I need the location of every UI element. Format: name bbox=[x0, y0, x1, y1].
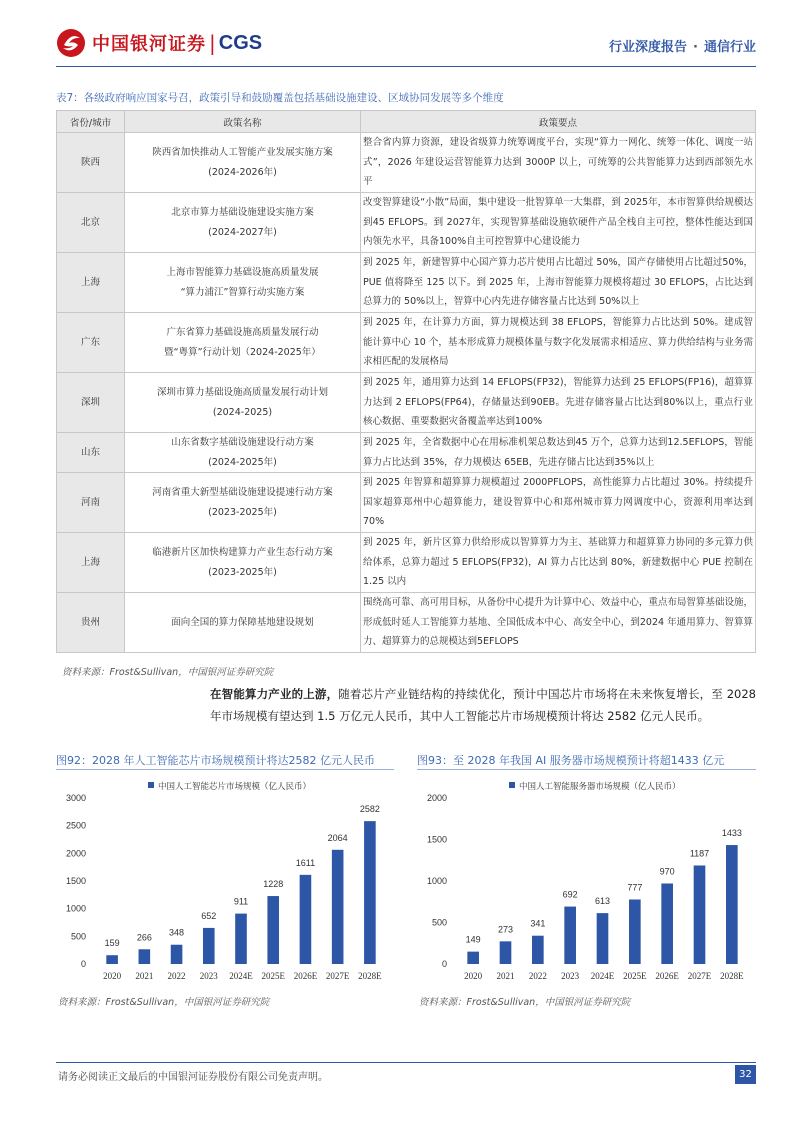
policy-name-line: (2023-2025年) bbox=[208, 566, 277, 578]
data-label: 1187 bbox=[689, 848, 710, 859]
industry-name: 通信行业 bbox=[703, 40, 756, 55]
bar bbox=[726, 845, 738, 964]
cell-province: 山东 bbox=[57, 433, 125, 473]
table-row bbox=[57, 473, 756, 533]
cell-policy-name bbox=[125, 133, 361, 193]
column-header-policy-points: 政策要点 bbox=[361, 111, 756, 133]
cell-policy-name bbox=[125, 253, 361, 313]
x-tick-label: 2023 bbox=[199, 971, 218, 981]
cell-policy-name bbox=[125, 473, 361, 533]
data-label: 692 bbox=[562, 889, 578, 900]
table-header-row bbox=[57, 111, 756, 133]
policy-name-line: 暨“粤算”行动计划（2024-2025年） bbox=[164, 346, 321, 358]
legend-label: 中国人工智能芯片市场规模（亿人民币） bbox=[158, 782, 312, 792]
bar bbox=[694, 865, 706, 964]
cell-policy-points: 到 2025 年，新建智算中心国产算力芯片使用占比超过 50%，国产存储使用占比超过50%，PUE 值将降至 125 以下。到 2025 年，上海市智能算力规模将超过 30 EFLOPS，占比达到总算力的 50%以上，智算中心内先进存储容量占比达到 50%以上 bbox=[361, 253, 756, 313]
cell-province: 深圳 bbox=[57, 373, 125, 433]
cell-policy-name bbox=[125, 313, 361, 373]
cell-policy-points: 到 2025 年，全省数据中心在用标准机架总数达到45 万个，总算力达到12.5EFLOPS，智能算力占比达到 35%，存力规模达 65EB，先进存储占比达到35%以上 bbox=[361, 433, 756, 473]
table-row bbox=[57, 133, 756, 193]
body-paragraph bbox=[210, 683, 756, 727]
table-row bbox=[57, 313, 756, 373]
bar bbox=[364, 821, 376, 964]
x-tick-label: 2025E bbox=[261, 971, 285, 981]
bar bbox=[332, 850, 344, 964]
bar bbox=[629, 900, 641, 964]
bar bbox=[564, 907, 576, 964]
legend-label: 中国人工智能服务器市场规模（亿人民币） bbox=[519, 782, 681, 792]
column-header-policy-name: 政策名称 bbox=[125, 111, 361, 133]
logo-chinese-name: 中国银河证券 bbox=[92, 34, 206, 55]
policy-name-line: 深圳市算力基础设施高质量发展行动计划 bbox=[156, 387, 328, 398]
cell-policy-points: 到 2025 年，通用算力达到 14 EFLOPS(FP32)，智能算力达到 25 EFLOPS(FP16)，超算算力达到 2 EFLOPS(FP64)，存储量达到90EB。先进存储容量占比达到80%以上，重点行业核心数据、重要数据灾备覆盖率达到100% bbox=[361, 373, 756, 433]
table-source: 资料来源：Frost&Sullivan，中国银河证券研究院 bbox=[62, 667, 274, 678]
data-label: 777 bbox=[627, 882, 643, 893]
x-tick-label: 2026E bbox=[655, 971, 679, 981]
cell-province: 贵州 bbox=[57, 593, 125, 653]
y-tick-label: 3000 bbox=[65, 793, 86, 803]
y-tick-label: 1000 bbox=[426, 876, 447, 886]
y-tick-label: 500 bbox=[70, 931, 86, 942]
bar bbox=[235, 914, 247, 964]
data-label: 652 bbox=[201, 910, 217, 921]
ai-server-market-chart bbox=[417, 772, 756, 990]
cell-province: 河南 bbox=[57, 473, 125, 533]
footer-disclaimer: 请务必阅读正文最后的中国银河证券股份有限公司免责声明。 bbox=[58, 1072, 328, 1083]
bar bbox=[267, 896, 279, 964]
policy-name-line: 面向全国的算力保障基地建设规划 bbox=[171, 616, 314, 628]
footer-divider bbox=[56, 1062, 756, 1063]
bar bbox=[661, 883, 673, 964]
x-tick-label: 2026E bbox=[293, 971, 318, 981]
x-tick-label: 2027E bbox=[325, 971, 350, 981]
y-tick-label: 0 bbox=[80, 959, 86, 969]
cgs-logo-icon bbox=[56, 28, 86, 58]
y-tick-label: 500 bbox=[431, 917, 447, 928]
policy-table bbox=[56, 110, 756, 653]
table-caption: 表7：各级政府响应国家号召，政策引导和鼓励覆盖包括基础设施建设、区域协同发展等多个维度 bbox=[56, 92, 504, 104]
policy-name-line: (2024-2025) bbox=[212, 406, 273, 418]
y-tick-label: 0 bbox=[441, 959, 447, 969]
cell-province: 广东 bbox=[57, 313, 125, 373]
x-tick-label: 2021 bbox=[135, 971, 154, 981]
cell-policy-name bbox=[125, 433, 361, 473]
data-label: 159 bbox=[104, 938, 120, 949]
table-row bbox=[57, 193, 756, 253]
bar bbox=[597, 913, 609, 964]
y-tick-label: 2000 bbox=[65, 848, 86, 859]
table-row bbox=[57, 253, 756, 313]
x-tick-label: 2027E bbox=[687, 971, 712, 981]
page-number: 32 bbox=[735, 1065, 756, 1084]
data-label: 970 bbox=[659, 866, 675, 877]
cell-policy-points: 到 2025 年，新片区算力供给形成以智算算力为主、基础算力和超算算力协同的多元算力供给体系，总算力超过 5 EFLOPS(FP32)，AI 算力占比达到 80%，新建数据中心 PUE 控制在 1.25 以内 bbox=[361, 533, 756, 593]
table-row bbox=[57, 373, 756, 433]
cell-policy-points: 到 2025 年，在计算力方面，算力规模达到 38 EFLOPS，智能算力占比达到 50%。建成智能计算中心 10 个，基本形成算力规模体量与数字化发展需求相适应、算力供给结构与业务需求相匹配的发展格局 bbox=[361, 313, 756, 373]
figure-93-source: 资料来源：Frost&Sullivan，中国银河证券研究院 bbox=[419, 997, 631, 1008]
data-label: 1433 bbox=[721, 828, 742, 839]
x-tick-label: 2020 bbox=[464, 971, 483, 981]
cell-policy-name bbox=[125, 533, 361, 593]
header-divider bbox=[56, 66, 756, 67]
table-body bbox=[57, 133, 756, 653]
x-tick-label: 2024E bbox=[590, 971, 615, 981]
bar bbox=[300, 875, 312, 964]
company-logo bbox=[56, 28, 262, 58]
cell-policy-points: 到 2025 年智算和超算算力规模超过 2000PFLOPS，高性能算力占比超过 30%。持续提升国家超算郑州中心超算能力，建设智算中心和郑州城市算力网调度中心，资源利用率达到 70% bbox=[361, 473, 756, 533]
paragraph-body: 随着芯片产业链结构的持续优化，预计中国芯片市场将在未来恢复增长，至 2028 年市场规模有望达到 1.5 万亿元人民币，其中人工智能芯片市场规模预计将达 2582 亿元人民币。 bbox=[210, 687, 757, 723]
data-label: 911 bbox=[233, 896, 249, 907]
y-tick-label: 1500 bbox=[65, 876, 86, 886]
cell-policy-points: 围绕高可靠、高可用目标，从备份中心提升为计算中心、效益中心，重点布局智算基础设施，形成低时延人工智能算力基地、全国低成本中心、高安全中心，到2024 年通用算力、智算算力、超算算力的总规模达到5EFLOPS bbox=[361, 593, 756, 653]
data-label: 1228 bbox=[263, 879, 284, 890]
cell-province: 上海 bbox=[57, 253, 125, 313]
data-label: 266 bbox=[136, 932, 152, 943]
y-tick-label: 1500 bbox=[426, 834, 447, 845]
figure-93-title: 图93：至 2028 年我国 AI 服务器市场规模预计将超1433 亿元 bbox=[417, 754, 725, 767]
data-label: 149 bbox=[465, 934, 481, 945]
cell-policy-name bbox=[125, 193, 361, 253]
report-type: 行业深度报告 bbox=[609, 40, 688, 55]
x-tick-label: 2020 bbox=[103, 971, 122, 981]
x-tick-label: 2023 bbox=[561, 971, 580, 981]
figure-92-title: 图92：2028 年人工智能芯片市场规模预计将达2582 亿元人民币 bbox=[56, 754, 375, 767]
x-tick-label: 2028E bbox=[720, 971, 744, 981]
column-header-province: 省份/城市 bbox=[57, 111, 125, 133]
policy-name-line: 临港新片区加快构建算力产业生态行动方案 bbox=[152, 547, 333, 558]
policy-name-line: 陕西省加快推动人工智能产业发展实施方案 bbox=[152, 147, 333, 158]
data-label: 273 bbox=[497, 924, 514, 935]
data-label: 1611 bbox=[295, 857, 316, 868]
cell-province: 上海 bbox=[57, 533, 125, 593]
policy-name-line: (2024-2026年) bbox=[208, 166, 277, 178]
figure-93-divider bbox=[417, 769, 756, 770]
figure-92-divider bbox=[56, 769, 394, 770]
data-label: 2582 bbox=[359, 804, 380, 815]
legend-swatch bbox=[509, 782, 515, 788]
y-tick-label: 2000 bbox=[426, 793, 447, 803]
cell-province: 陕西 bbox=[57, 133, 125, 193]
x-tick-label: 2028E bbox=[358, 971, 382, 981]
data-label: 348 bbox=[169, 927, 185, 938]
x-tick-label: 2024E bbox=[229, 971, 253, 981]
ai-chip-market-chart bbox=[56, 772, 394, 990]
cell-province: 北京 bbox=[57, 193, 125, 253]
data-label: 341 bbox=[530, 918, 546, 929]
bar bbox=[139, 949, 151, 964]
x-tick-label: 2025E bbox=[623, 971, 647, 981]
y-tick-label: 1000 bbox=[65, 903, 86, 914]
policy-name-line: 山东省数字基础设施建设行动方案 bbox=[171, 437, 314, 448]
bar bbox=[532, 936, 544, 964]
cell-policy-name bbox=[125, 593, 361, 653]
data-label: 2064 bbox=[327, 832, 348, 843]
logo-english-name: CGS bbox=[218, 31, 263, 54]
policy-name-line: (2024-2025年) bbox=[208, 456, 277, 468]
bar bbox=[203, 928, 215, 964]
cell-policy-points: 改变智算建设“小散”局面，集中建设一批智算单一大集群，到 2025年，本市智算供给规模达到45 EFLOPS。到 2027年，实现智算基础设施软硬件产品全栈自主可控，整体性能达到国内领先水平，具备100%自主可控智算中心建设能力 bbox=[361, 193, 756, 253]
policy-name-line: “算力浦江”智算行动实施方案 bbox=[180, 286, 305, 298]
x-tick-label: 2022 bbox=[167, 971, 186, 981]
figure-92-source: 资料来源：Frost&Sullivan，中国银河证券研究院 bbox=[58, 997, 270, 1008]
policy-name-line: 广东省算力基础设施高质量发展行动 bbox=[166, 327, 319, 338]
x-tick-label: 2022 bbox=[528, 971, 547, 981]
bar bbox=[467, 952, 479, 964]
table-row bbox=[57, 433, 756, 473]
bar bbox=[500, 941, 512, 964]
x-tick-label: 2021 bbox=[496, 971, 515, 981]
report-category bbox=[609, 36, 756, 55]
table-row bbox=[57, 533, 756, 593]
table-row bbox=[57, 593, 756, 653]
policy-name-line: (2023-2025年) bbox=[208, 506, 277, 518]
bar bbox=[106, 955, 118, 964]
policy-name-line: 河南省重大新型基础设施建设提速行动方案 bbox=[152, 487, 333, 498]
cell-policy-points: 整合省内算力资源，建设省级算力统筹调度平台，实现“算力一网化、统筹一体化、调度一站式”，2026 年建设运营智能算力达到 3000P 以上，可统筹的公共智能算力达到西部领先水平 bbox=[361, 133, 756, 193]
y-tick-label: 2500 bbox=[65, 820, 86, 831]
paragraph-lead: 在智能算力产业的上游， bbox=[210, 687, 339, 701]
data-label: 613 bbox=[594, 896, 611, 907]
header-dot: · bbox=[693, 40, 698, 55]
logo-separator: | bbox=[209, 31, 216, 55]
legend-swatch bbox=[148, 782, 154, 788]
cell-policy-name bbox=[125, 373, 361, 433]
policy-name-line: 北京市算力基础设施建设实施方案 bbox=[171, 207, 314, 218]
page-header bbox=[56, 28, 756, 62]
bar bbox=[171, 945, 183, 964]
policy-name-line: 上海市智能算力基础设施高质量发展 bbox=[166, 267, 319, 278]
policy-name-line: (2024-2027年) bbox=[208, 226, 277, 238]
